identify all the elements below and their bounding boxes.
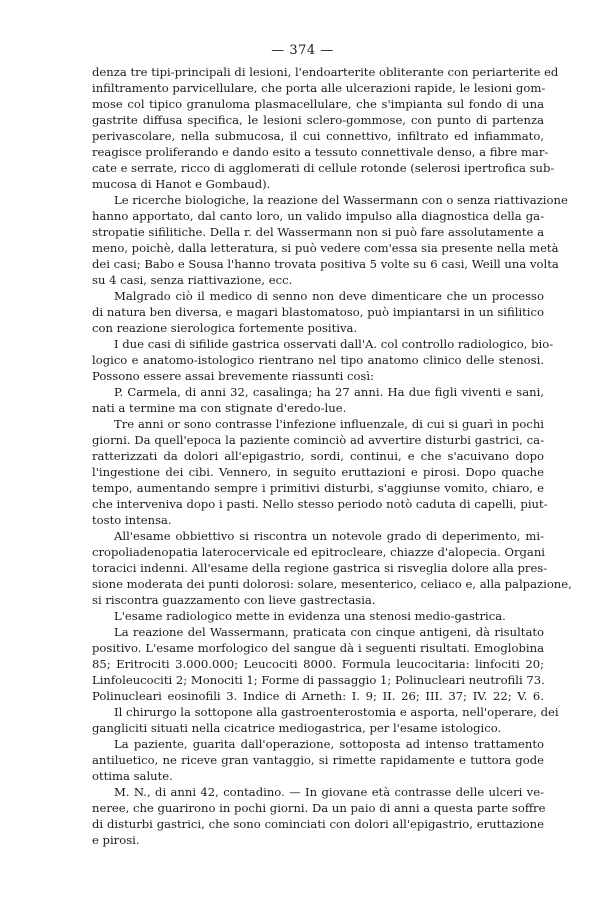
text-line: mose col tipico granuloma plasmacellulare, che s'impianta sul fondo di una [92, 97, 544, 111]
text-line: toracici indenni. All'esame della regione gastrica si risveglia dolore alla pres- [92, 561, 548, 575]
text-line: positivo. L'esame morfologico del sangue dà i seguenti risultati. Emoglobina [92, 641, 544, 655]
text-line: dei casi; Babo e Sousa l'hanno trovata positiva 5 volte su 6 casi, Weill una volta [92, 257, 559, 271]
text-line: con reazione sierologica fortemente positiva. [92, 321, 358, 335]
text-line: Malgrado ciò il medico di senno non deve dimenticare che un processo [114, 289, 544, 303]
body-text [92, 64, 572, 848]
text-line: giorni. Da quell'epoca la paziente cominciò ad avvertire disturbi gastrici, ca- [92, 433, 544, 447]
text-line: I due casi di sifilide gastrica osservati dall'A. col controllo radiologico, bio- [114, 337, 554, 351]
text-line: si riscontra guazzamento con lieve gastrectasia. [92, 593, 376, 607]
text-line: l'ingestione dei cibi. Vennero, in seguito eruttazioni e pirosi. Dopo quache [92, 465, 544, 479]
text-line: tempo, aumentando sempre i primitivi disturbi, s'aggiunse vomito, chiaro, e [92, 481, 544, 495]
text-line: mucosa di Hanot e Gombaud). [92, 177, 271, 191]
text-line: La reazione del Wassermann, praticata con cinque antigeni, dà risultato [114, 625, 544, 639]
text-line: All'esame obbiettivo si riscontra un notevole grado di deperimento, mi- [114, 529, 544, 543]
text-line: cropoliadenopatia laterocervicale ed epitrocleare, chiazze d'alopecia. Organi [92, 545, 546, 559]
text-line: neree, che guarirono in pochi giorni. Da un paio di anni a questa parte soffre [92, 801, 546, 815]
text-line: La paziente, guarita dall'operazione, sottoposta ad intenso trattamento [114, 737, 544, 751]
text-line: gastrite diffusa specifica, le lesioni sclero-gommose, con punto di partenza [92, 113, 544, 127]
text-line: antiluetico, ne riceve gran vantaggio, si rimette rapidamente e tuttora gode [92, 753, 544, 767]
text-line: L'esame radiologico mette in evidenza una stenosi medio-gastrica. [114, 609, 506, 623]
text-line: ratterizzati da dolori all'epigastrio, sordi, continui, e che s'acuivano dopo [92, 449, 544, 463]
text-line: nati a termine ma con stignate d'eredo-lue. [92, 401, 347, 415]
text-line: denza tre tipi-principali di lesioni, l'endoarterite obliterante con periarterite ed [92, 65, 559, 79]
text-line: sione moderata dei punti dolorosi: solare, mesenterico, celiaco e, alla palpazione, [92, 577, 572, 591]
text-line: reagisce proliferando e dando esito a tessuto connettivale denso, a fibre mar- [92, 145, 549, 159]
text-line: logico e anatomo-istologico rientrano nel tipo anatomo clinico delle stenosi. [92, 353, 544, 367]
text-line: 85; Eritrociti 3.000.000; Leucociti 8000. Formula leucocitaria: linfociti 20; [92, 657, 544, 671]
text-line: stropatie sifilitiche. Della r. del Wassermann non si può fare assolutamente a [92, 225, 544, 239]
text-line: Le ricerche biologiche, la reazione del Wassermann con o senza riattivazione [114, 193, 568, 207]
text-line: P. Carmela, di anni 32, casalinga; ha 27 anni. Ha due figli viventi e sani, [114, 385, 544, 399]
text-line: tosto intensa. [92, 513, 172, 527]
text-line: Tre anni or sono contrasse l'infezione influenzale, di cui si guarì in pochi [114, 417, 544, 431]
text-line: Il chirurgo la sottopone alla gastroenterostomia e asporta, nell'operare, dei [114, 705, 559, 719]
text-line: gangliciti situati nella cicatrice mediogastrica, per l'esame istologico. [92, 721, 502, 735]
text-line: Linfoleucociti 2; Monociti 1; Forme di passaggio 1; Polinucleari neutrofili 73. [92, 673, 545, 687]
text-line: che interveniva dopo i pasti. Nello stesso periodo notò caduta di capelli, piut- [92, 497, 548, 511]
text-line: meno, poichè, dalla letteratura, si può vedere com'essa sia presente nella metà [92, 241, 559, 255]
text-line: perivascolare, nella submucosa, il cui connettivo, infiltrato ed infiammato, [92, 129, 544, 143]
text-line: di disturbi gastrici, che sono cominciati con dolori all'epigastrio, eruttazione [92, 817, 544, 831]
text-line: cate e serrate, ricco di agglomerati di cellule rotonde (selerosi ipertrofica sub- [92, 161, 555, 175]
text-line: e pirosi. [92, 833, 140, 847]
text-line: Polinucleari eosinofili 3. Indice di Arneth: I. 9; II. 26; III. 37; IV. 22; V. 6. [92, 689, 544, 703]
text-line: su 4 casi, senza riattivazione, ecc. [92, 273, 293, 287]
text-line: Possono essere assai brevemente riassunti così: [92, 369, 374, 383]
page-number: — 374 — [271, 43, 334, 58]
text-line: di natura ben diversa, e magari blastomatoso, può impiantarsi in un sifilitico [92, 305, 544, 319]
text-line: hanno apportato, dal canto loro, un valido impulso alla diagnostica della ga- [92, 209, 544, 223]
text-line: infiltramento parvicellulare, che porta alle ulcerazioni rapide, le lesioni gom- [92, 81, 546, 95]
text-line: M. N., di anni 42, contadino. — In giovane età contrasse delle ulceri ve- [114, 785, 544, 799]
text-line: ottima salute. [92, 769, 173, 783]
